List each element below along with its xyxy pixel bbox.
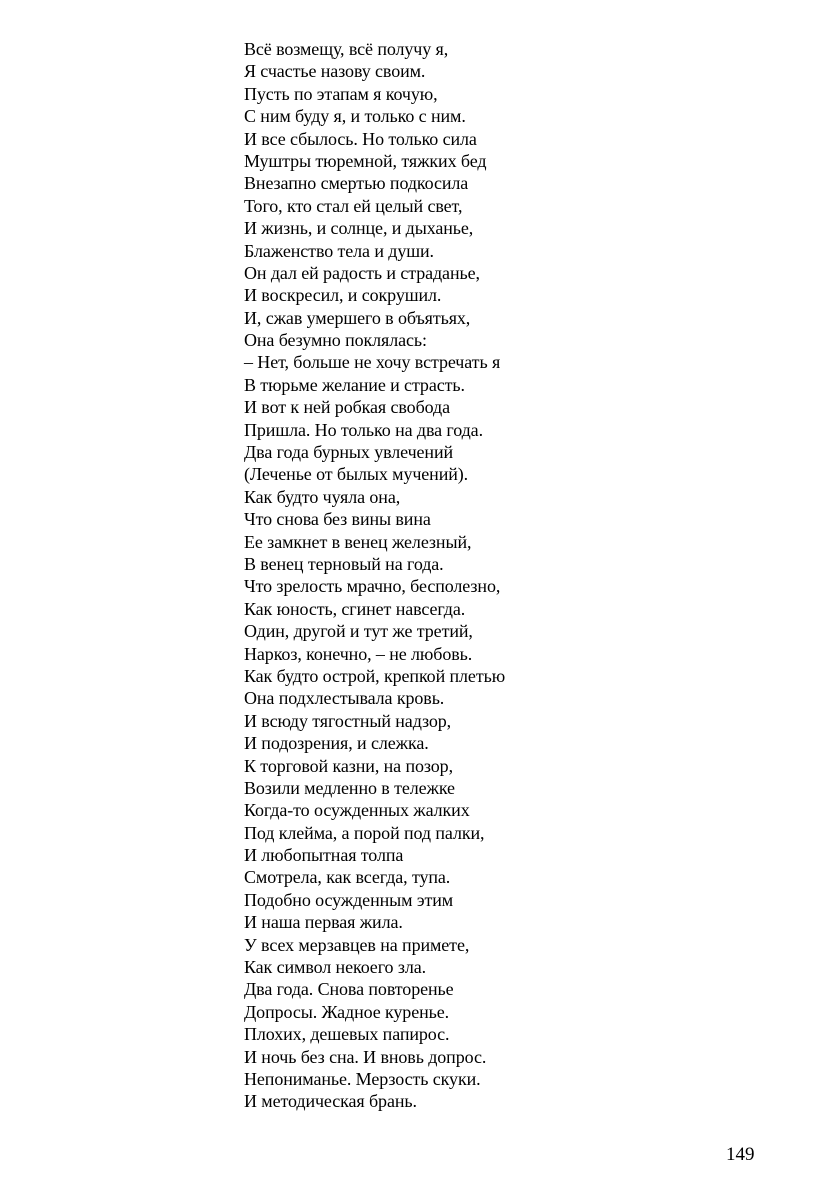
poem-line: – Нет, больше не хочу встречать я xyxy=(244,352,501,373)
poem-line: К торговой казни, на позор, xyxy=(244,755,453,776)
poem-line: Ее замкнет в венец железный, xyxy=(244,531,472,552)
poem-line: Когда-то осужденных жалких xyxy=(244,800,470,821)
poem-line: У всех мерзавцев на примете, xyxy=(244,934,470,955)
poem-line: Непониманье. Мерзость скуки. xyxy=(244,1068,481,1089)
poem-line: И подозрения, и слежка. xyxy=(244,733,429,754)
poem-text xyxy=(244,38,804,1113)
poem-line: Пришла. Но только на два года. xyxy=(244,419,483,440)
poem-line: Допросы. Жадное куренье. xyxy=(244,1001,450,1022)
poem-line: Плохих, дешевых папирос. xyxy=(244,1024,450,1045)
poem-line: (Леченье от былых мучений). xyxy=(244,464,469,485)
poem-line: Что снова без вины вина xyxy=(244,509,431,530)
poem-line: И все сбылось. Но только сила xyxy=(244,128,477,149)
poem-line: И вот к ней робкая свобода xyxy=(244,397,450,418)
poem-line: С ним буду я, и только с ним. xyxy=(244,106,466,127)
poem-line: И всюду тягостный надзор, xyxy=(244,710,452,731)
page-number: 149 xyxy=(726,1144,755,1165)
poem-line: И любопытная толпа xyxy=(244,845,404,866)
poem-line: Она подхлестывала кровь. xyxy=(244,688,445,709)
poem-line: И воскресил, и сокрушил. xyxy=(244,285,442,306)
poem-line: Два года. Снова повторенье xyxy=(244,979,454,1000)
poem-line: Внезапно смертью подкосила xyxy=(244,173,469,194)
poem-line: В венец терновый на года. xyxy=(244,553,444,574)
poem-line: Как будто острой, крепкой плетью xyxy=(244,665,506,686)
poem-line: Что зрелость мрачно, бесполезно, xyxy=(244,576,501,597)
poem-line: И жизнь, и солнце, и дыханье, xyxy=(244,218,474,239)
poem-line: В тюрьме желание и страсть. xyxy=(244,374,465,395)
poem-line: Того, кто стал ей целый свет, xyxy=(244,195,463,216)
poem-line: Подобно осужденным этим xyxy=(244,889,454,910)
poem-line: Наркоз, конечно, – не любовь. xyxy=(244,643,473,664)
poem-line: Как будто чуяла она, xyxy=(244,486,401,507)
poem-line: Блаженство тела и души. xyxy=(244,240,434,261)
poem-line: И наша первая жила. xyxy=(244,912,403,933)
poem-line: И, сжав умершего в объятьях, xyxy=(244,307,471,328)
poem-line: Она безумно поклялась: xyxy=(244,330,427,351)
poem-line: Как символ некоего зла. xyxy=(244,957,427,978)
poem-line: Как юность, сгинет навсегда. xyxy=(244,598,466,619)
poem-line: Два года бурных увлечений xyxy=(244,442,454,463)
poem-line: Один, другой и тут же третий, xyxy=(244,621,473,642)
poem-line: Всё возмещу, всё получу я, xyxy=(244,39,449,59)
poem-line: Под клейма, а порой под палки, xyxy=(244,822,485,843)
poem-line: Возили медленно в тележке xyxy=(244,777,455,798)
poem-line: Я счастье назову своим. xyxy=(244,61,426,82)
poem-line: И ночь без сна. И вновь допрос. xyxy=(244,1046,487,1067)
poem-line: Он дал ей радость и страданье, xyxy=(244,262,480,283)
poem-line: Пусть по этапам я кочую, xyxy=(244,83,438,104)
poem-line: Муштры тюремной, тяжких бед xyxy=(244,150,487,171)
poem-line: И методическая брань. xyxy=(244,1091,417,1112)
poem-line: Смотрела, как всегда, тупа. xyxy=(244,867,451,888)
